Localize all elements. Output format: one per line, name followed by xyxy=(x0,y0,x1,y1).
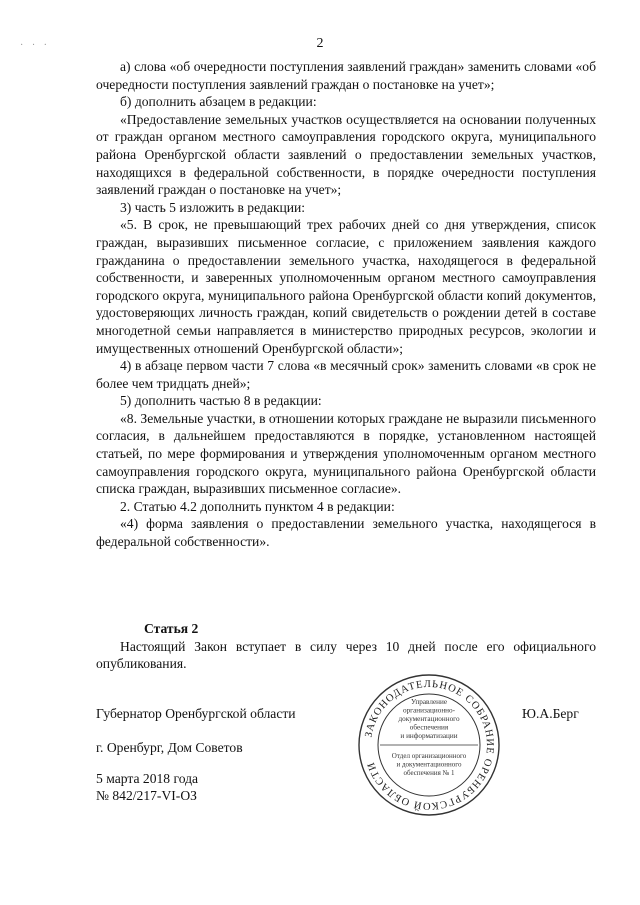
paragraph: «Предоставление земельных участков осуществляется на основании полученных от граждан органом местного самоуправления городского округа, муниципального района Оренбургской области заявлений о предоставлении земельных участков, находящихся в федеральной собственности, в порядке очередности поступления заявлений граждан о постановке на учет»; xyxy=(96,111,596,198)
stamp-upper-line: организационно- xyxy=(402,706,456,715)
page-number: 2 xyxy=(316,36,324,51)
scan-margin-marks: · · · xyxy=(20,40,50,51)
stamp-ring-text: ЗАКОНОДАТЕЛЬНОЕ СОБРАНИЕ ОРЕНБУРГСКОЙ ОБЛАСТИ xyxy=(363,678,496,812)
stamp-lower-line: Отдел организационного xyxy=(391,752,467,760)
law-date: 5 марта 2018 года xyxy=(96,771,199,786)
stamp-upper-line: обеспечения xyxy=(409,723,449,732)
paragraph: 3) часть 5 изложить в редакции: xyxy=(120,199,306,215)
official-seal-stamp xyxy=(356,672,502,818)
paragraph: 2. Статью 4.2 дополнить пунктом 4 в редакции: xyxy=(120,498,395,514)
paragraph: «4) форма заявления о предоставлении земельного участка, находящегося в федеральной собственности». xyxy=(96,516,596,550)
signing-place: г. Оренбург, Дом Советов xyxy=(96,740,243,755)
stamp-upper-line: и информатизации xyxy=(400,732,458,740)
paragraph: «8. Земельные участки, в отношении которых граждане не выразили письменного согласия, в дальнейшем предоставляются в порядке, установленном настоящей статьей, по мере формирования и утверждения уполномоченным органом местного самоуправления городского округа, муниципального района Оренбургской области списка граждан, выразивших письменное согласие». xyxy=(96,410,596,497)
article-text: Настоящий Закон вступает в силу через 10 дней после его официального опубликования. xyxy=(96,638,596,672)
signatory-title: Губернатор Оренбургской области xyxy=(96,706,296,721)
article-heading: Статья 2 xyxy=(144,621,199,636)
article-2 xyxy=(96,620,596,673)
stamp-upper-line: Управление xyxy=(410,698,448,706)
paragraph: 5) дополнить частью 8 в редакции: xyxy=(120,393,322,409)
paragraph: а) слова «об очередности поступления заявлений граждан» заменить словами «об очередности поступления заявлений граждан о постановке на учет»; xyxy=(96,59,596,92)
paragraph: «5. В срок, не превышающий трех рабочих дней со дня утверждения, список граждан, выразивших письменное согласие, с приложением заявления каждого гражданина о предоставлении земельного участка, находящегося в федеральной собственности, и заверенных уполномоченным органом местного самоуправления городского округа, муниципального района Оренбургской области копий документов, удостоверяющих личность граждан, копий свидетельств о рождении детей в составе многодетной семьи направляется в министерство природных ресурсов, экологии и имущественных отношений Оренбургской области»; xyxy=(96,217,596,356)
paragraph: б) дополнить абзацем в редакции: xyxy=(120,94,317,110)
paragraph: 4) в абзаце первом части 7 слова «в месячный срок» заменить словами «в срок не более чем тридцать дней»; xyxy=(96,358,596,391)
document-body xyxy=(96,58,596,551)
stamp-lower-line: обеспечения № 1 xyxy=(403,769,455,777)
stamp-lower-line: и документационного xyxy=(396,760,462,769)
stamp-upper-line: документационного xyxy=(398,715,460,723)
law-number: № 842/217-VI-ОЗ xyxy=(96,788,197,803)
signatory-name: Ю.А.Берг xyxy=(522,706,579,721)
